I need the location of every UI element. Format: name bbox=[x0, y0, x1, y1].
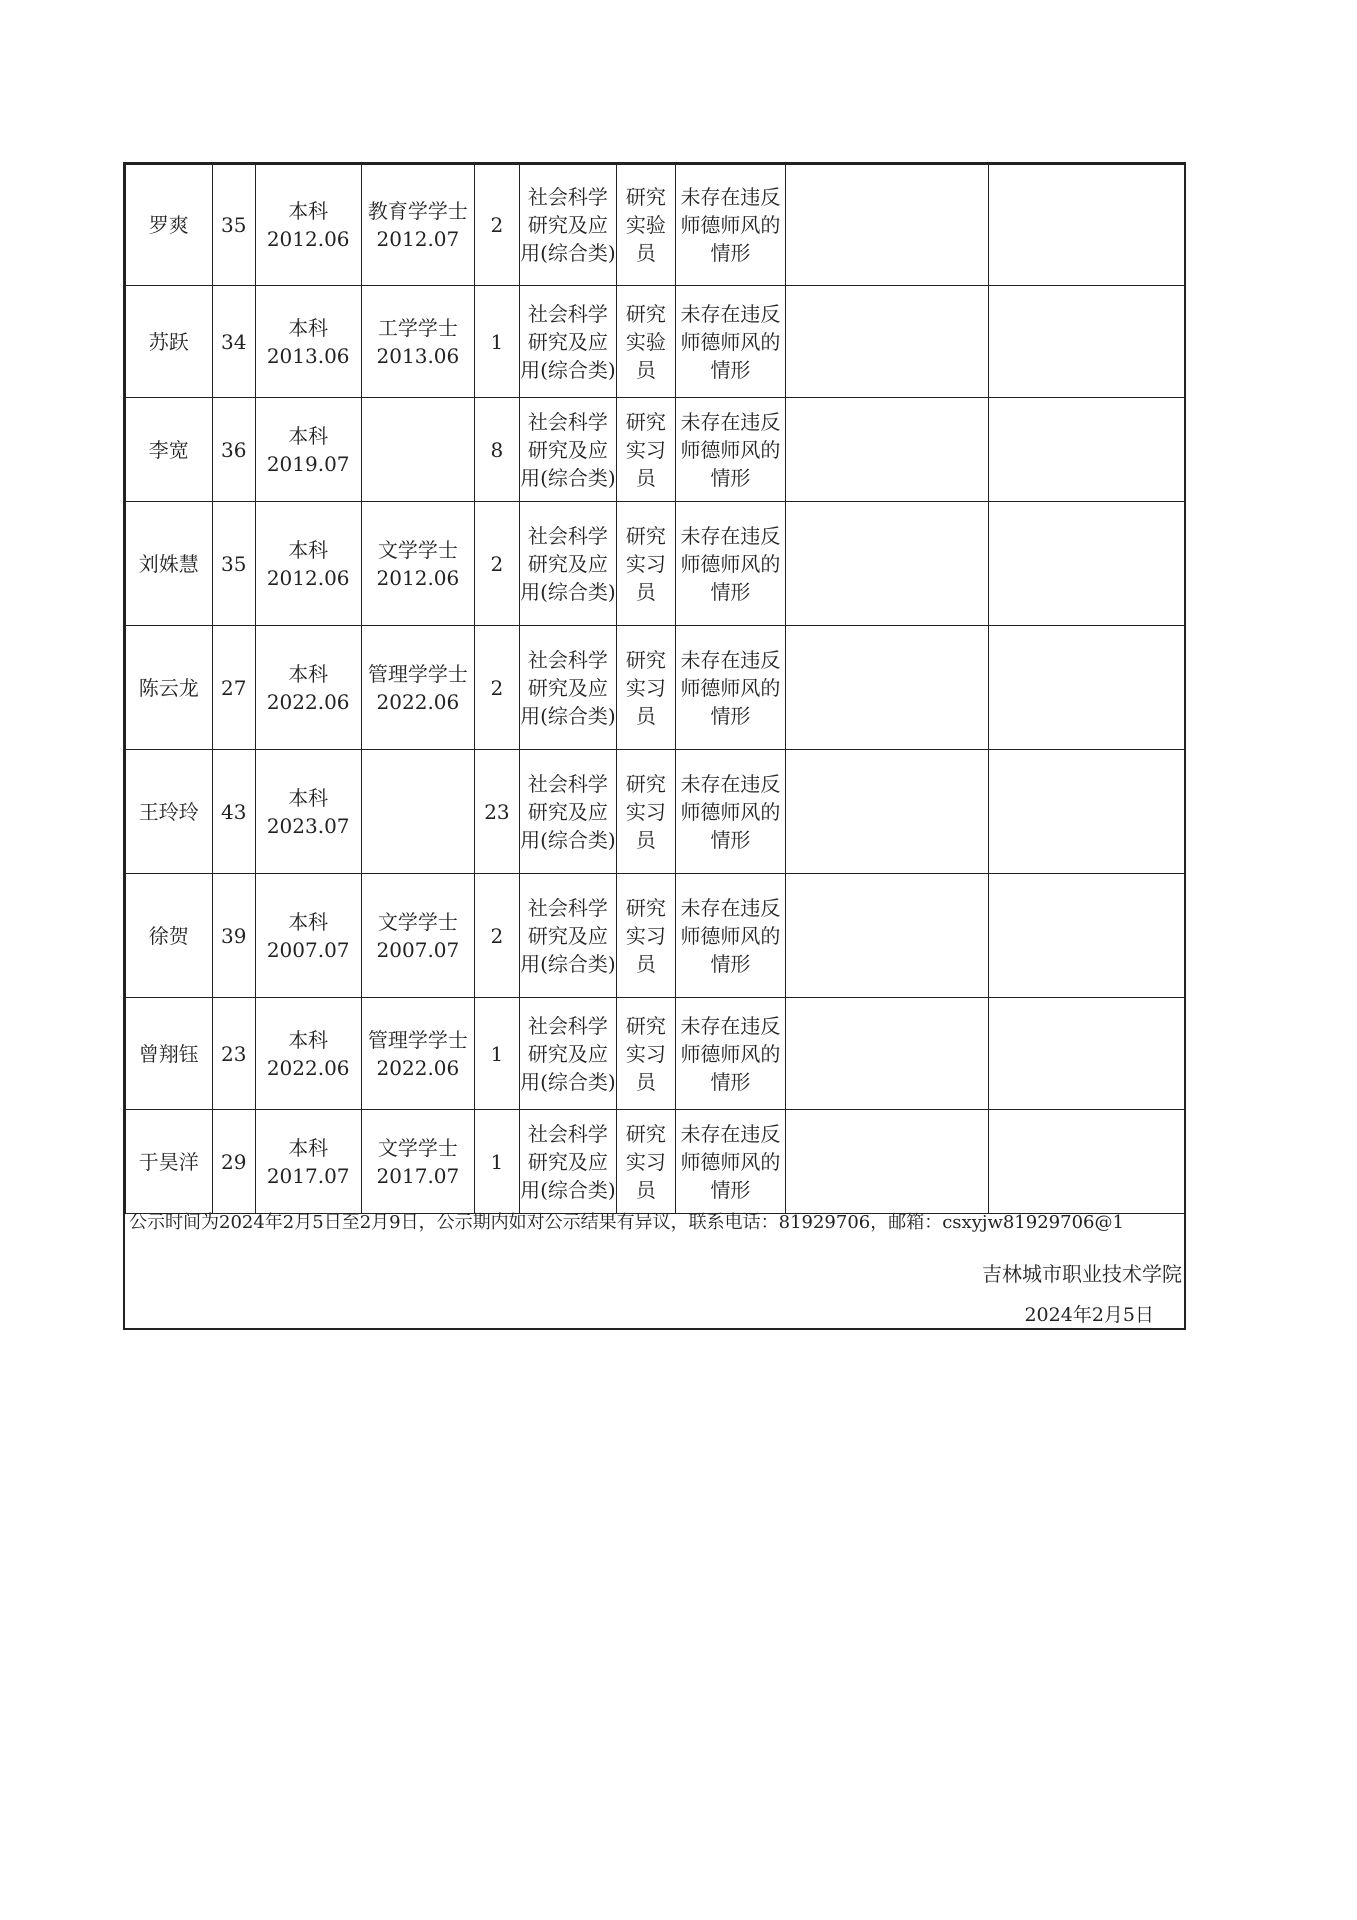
degree-cell bbox=[361, 165, 475, 286]
post-cell bbox=[519, 502, 617, 626]
education-cell bbox=[255, 998, 361, 1110]
title-cell bbox=[617, 502, 675, 626]
personnel-roster-sheet bbox=[123, 162, 1186, 1330]
post-cell bbox=[519, 874, 617, 998]
title-cell bbox=[617, 998, 675, 1110]
post-text: 社会科学研究及应用(综合类) bbox=[520, 1121, 616, 1202]
age-text: 35 bbox=[220, 551, 247, 576]
table-row bbox=[126, 750, 1186, 874]
title-cell bbox=[617, 626, 675, 750]
ethics-text: 未存在违反师德师风的情形 bbox=[680, 895, 781, 976]
blank-cell bbox=[786, 998, 988, 1110]
name-cell bbox=[126, 626, 213, 750]
degree-text: 管理学学士2022.06 bbox=[367, 1027, 468, 1080]
ethics-text: 未存在违反师德师风的情形 bbox=[680, 1013, 781, 1094]
post-cell bbox=[519, 750, 617, 874]
education-cell bbox=[255, 398, 361, 502]
experience-cell bbox=[475, 874, 519, 998]
table-row bbox=[126, 626, 1186, 750]
age-cell bbox=[212, 286, 255, 398]
experience-cell bbox=[475, 998, 519, 1110]
name-text: 李宽 bbox=[148, 437, 189, 462]
age-cell bbox=[212, 874, 255, 998]
age-text: 34 bbox=[220, 329, 247, 354]
ethics-cell bbox=[675, 626, 786, 750]
ethics-text: 未存在违反师德师风的情形 bbox=[680, 301, 781, 382]
age-cell bbox=[212, 502, 255, 626]
name-text: 陈云龙 bbox=[138, 675, 199, 700]
degree-text: 管理学学士2022.06 bbox=[367, 661, 468, 714]
name-text: 曾翔钰 bbox=[138, 1041, 199, 1066]
education-cell bbox=[255, 626, 361, 750]
ethics-cell bbox=[675, 750, 786, 874]
name-cell bbox=[126, 286, 213, 398]
age-cell bbox=[212, 998, 255, 1110]
experience-text: 1 bbox=[490, 1149, 504, 1174]
ethics-text: 未存在违反师德师风的情形 bbox=[680, 1121, 781, 1202]
blank-cell bbox=[988, 502, 1185, 626]
notice-date: 2024年2月5日 bbox=[1024, 1304, 1154, 1326]
title-text: 研究实习员 bbox=[625, 771, 666, 852]
title-cell bbox=[617, 398, 675, 502]
education-cell bbox=[255, 750, 361, 874]
ethics-text: 未存在违反师德师风的情形 bbox=[680, 185, 781, 265]
name-cell bbox=[126, 750, 213, 874]
education-text: 本科 bbox=[288, 537, 329, 562]
degree-cell bbox=[361, 626, 475, 750]
education-text: 2019.07 bbox=[266, 451, 350, 476]
name-cell bbox=[126, 874, 213, 998]
experience-text: 1 bbox=[490, 329, 504, 354]
experience-cell bbox=[475, 750, 519, 874]
table-row bbox=[126, 1110, 1186, 1214]
age-text: 35 bbox=[220, 213, 247, 237]
blank-cell bbox=[988, 398, 1185, 502]
education-cell bbox=[255, 874, 361, 998]
name-cell bbox=[126, 398, 213, 502]
age-text: 27 bbox=[220, 675, 247, 700]
degree-text: 工学学士2013.06 bbox=[376, 315, 460, 368]
age-cell bbox=[212, 626, 255, 750]
degree-text: 文学学士2012.06 bbox=[376, 537, 460, 590]
ethics-cell bbox=[675, 1110, 786, 1214]
age-cell bbox=[212, 750, 255, 874]
education-text: 本科 bbox=[288, 661, 329, 686]
ethics-cell bbox=[675, 165, 786, 286]
degree-text: 文学学士2017.07 bbox=[376, 1135, 460, 1188]
age-text: 39 bbox=[220, 923, 247, 948]
experience-text: 23 bbox=[484, 799, 510, 824]
post-text: 社会科学研究及应用(综合类) bbox=[520, 647, 616, 728]
ethics-cell bbox=[675, 502, 786, 626]
title-cell bbox=[617, 1110, 675, 1214]
post-cell bbox=[519, 165, 617, 286]
experience-text: 2 bbox=[490, 551, 504, 576]
education-text: 本科 bbox=[288, 909, 329, 934]
blank-cell bbox=[786, 750, 988, 874]
title-cell bbox=[617, 165, 675, 286]
degree-cell bbox=[361, 998, 475, 1110]
table-row bbox=[126, 998, 1186, 1110]
education-text: 本科 bbox=[288, 423, 329, 448]
name-text: 罗爽 bbox=[148, 213, 189, 237]
degree-text: 教育学学士2012.07 bbox=[367, 199, 468, 251]
education-text: 2007.07 bbox=[266, 937, 350, 962]
experience-text: 2 bbox=[490, 213, 504, 237]
education-text: 本科 bbox=[288, 785, 329, 810]
title-text: 研究实习员 bbox=[625, 523, 666, 604]
blank-cell bbox=[988, 874, 1185, 998]
post-cell bbox=[519, 626, 617, 750]
degree-cell bbox=[361, 1110, 475, 1214]
name-cell bbox=[126, 1110, 213, 1214]
post-text: 社会科学研究及应用(综合类) bbox=[520, 409, 616, 490]
title-text: 研究实验员 bbox=[625, 301, 666, 382]
education-text: 2022.06 bbox=[266, 1055, 350, 1080]
title-cell bbox=[617, 286, 675, 398]
roster-table bbox=[125, 164, 1186, 1214]
blank-cell bbox=[988, 998, 1185, 1110]
education-text: 本科 bbox=[288, 199, 329, 223]
age-text: 36 bbox=[220, 437, 247, 462]
post-cell bbox=[519, 998, 617, 1110]
education-text: 本科 bbox=[288, 1135, 329, 1160]
age-cell bbox=[212, 398, 255, 502]
blank-cell bbox=[786, 1110, 988, 1214]
name-text: 王玲玲 bbox=[138, 799, 199, 824]
degree-cell bbox=[361, 286, 475, 398]
table-row bbox=[126, 502, 1186, 626]
post-text: 社会科学研究及应用(综合类) bbox=[520, 1013, 616, 1094]
title-text: 研究实习员 bbox=[625, 409, 666, 490]
post-text: 社会科学研究及应用(综合类) bbox=[520, 301, 616, 382]
blank-cell bbox=[786, 502, 988, 626]
organization-name: 吉林城市职业技术学院 bbox=[982, 1262, 1182, 1286]
education-text: 2022.06 bbox=[266, 689, 350, 714]
table-row bbox=[126, 874, 1186, 998]
blank-cell bbox=[988, 165, 1185, 286]
ethics-cell bbox=[675, 398, 786, 502]
age-cell bbox=[212, 165, 255, 286]
education-text: 2017.07 bbox=[266, 1163, 350, 1188]
name-text: 徐贺 bbox=[148, 923, 189, 948]
post-text: 社会科学研究及应用(综合类) bbox=[520, 895, 616, 976]
degree-cell bbox=[361, 750, 475, 874]
notice-footer bbox=[125, 1202, 1184, 1328]
title-text: 研究实习员 bbox=[625, 1013, 666, 1094]
education-cell bbox=[255, 165, 361, 286]
ethics-cell bbox=[675, 998, 786, 1110]
name-text: 苏跃 bbox=[148, 329, 189, 354]
experience-cell bbox=[475, 502, 519, 626]
table-row bbox=[126, 398, 1186, 502]
name-text: 于昊洋 bbox=[138, 1149, 199, 1174]
blank-cell bbox=[786, 626, 988, 750]
post-text: 社会科学研究及应用(综合类) bbox=[520, 771, 616, 852]
post-cell bbox=[519, 398, 617, 502]
experience-cell bbox=[475, 286, 519, 398]
blank-cell bbox=[988, 1110, 1185, 1214]
blank-cell bbox=[786, 398, 988, 502]
education-text: 2023.07 bbox=[266, 813, 350, 838]
ethics-cell bbox=[675, 874, 786, 998]
table-row bbox=[126, 165, 1186, 286]
post-cell bbox=[519, 1110, 617, 1214]
experience-text: 2 bbox=[490, 923, 504, 948]
blank-cell bbox=[988, 286, 1185, 398]
age-cell bbox=[212, 1110, 255, 1214]
ethics-text: 未存在违反师德师风的情形 bbox=[680, 409, 781, 490]
education-cell bbox=[255, 502, 361, 626]
education-text: 2013.06 bbox=[266, 343, 350, 368]
post-text: 社会科学研究及应用(综合类) bbox=[520, 523, 616, 604]
name-text: 刘姝慧 bbox=[138, 551, 199, 576]
title-cell bbox=[617, 750, 675, 874]
experience-cell bbox=[475, 626, 519, 750]
experience-cell bbox=[475, 165, 519, 286]
blank-cell bbox=[988, 750, 1185, 874]
ethics-text: 未存在违反师德师风的情形 bbox=[680, 647, 781, 728]
title-text: 研究实习员 bbox=[625, 895, 666, 976]
roster-body bbox=[126, 165, 1186, 1214]
blank-cell bbox=[786, 286, 988, 398]
title-text: 研究实验员 bbox=[625, 185, 666, 265]
education-text: 2012.06 bbox=[266, 565, 350, 590]
age-text: 43 bbox=[220, 799, 247, 824]
experience-text: 1 bbox=[490, 1041, 504, 1066]
education-text: 本科 bbox=[288, 1027, 329, 1052]
education-cell bbox=[255, 1110, 361, 1214]
degree-cell bbox=[361, 502, 475, 626]
notice-text: 公示时间为2024年2月5日至2月9日，公示期内如对公示结果有异议，联系电话：81929706，邮箱：csxyjw81929706@1 bbox=[129, 1212, 1124, 1233]
degree-cell bbox=[361, 398, 475, 502]
post-cell bbox=[519, 286, 617, 398]
ethics-text: 未存在违反师德师风的情形 bbox=[680, 771, 781, 852]
blank-cell bbox=[786, 874, 988, 998]
age-text: 23 bbox=[220, 1041, 247, 1066]
ethics-text: 未存在违反师德师风的情形 bbox=[680, 523, 781, 604]
education-text: 本科 bbox=[288, 315, 329, 340]
title-cell bbox=[617, 874, 675, 998]
name-cell bbox=[126, 165, 213, 286]
experience-text: 8 bbox=[490, 437, 504, 462]
name-cell bbox=[126, 998, 213, 1110]
education-cell bbox=[255, 286, 361, 398]
degree-text: 文学学士2007.07 bbox=[376, 909, 460, 962]
ethics-cell bbox=[675, 286, 786, 398]
table-row bbox=[126, 286, 1186, 398]
title-text: 研究实习员 bbox=[625, 1121, 666, 1202]
degree-cell bbox=[361, 874, 475, 998]
blank-cell bbox=[786, 165, 988, 286]
education-text: 2012.06 bbox=[266, 227, 350, 251]
blank-cell bbox=[988, 626, 1185, 750]
name-cell bbox=[126, 502, 213, 626]
experience-cell bbox=[475, 398, 519, 502]
title-text: 研究实习员 bbox=[625, 647, 666, 728]
age-text: 29 bbox=[220, 1149, 247, 1174]
experience-cell bbox=[475, 1110, 519, 1214]
post-text: 社会科学研究及应用(综合类) bbox=[520, 185, 616, 265]
experience-text: 2 bbox=[490, 675, 504, 700]
